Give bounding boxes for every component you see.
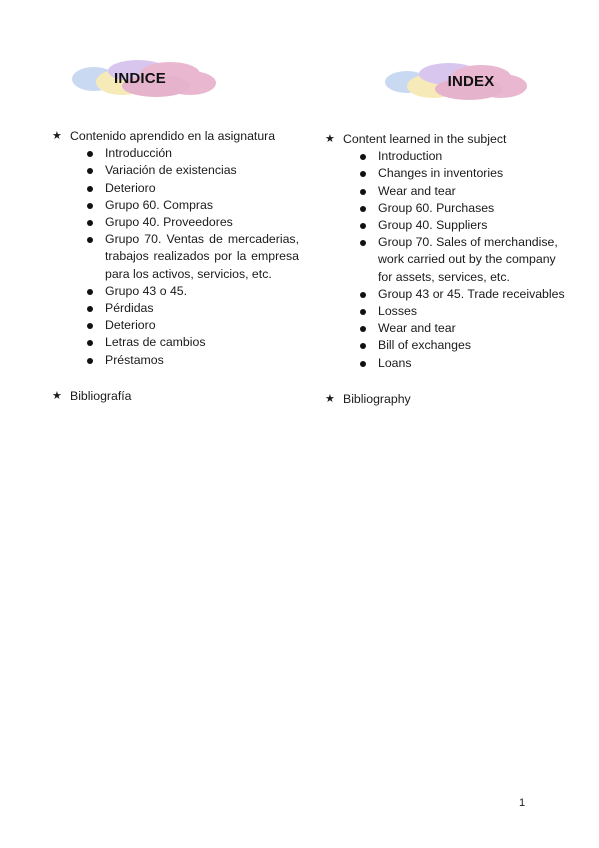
bullet-icon [360, 171, 366, 177]
topic-list [325, 148, 572, 372]
list-item: Préstamos [52, 352, 299, 369]
page-number: 1 [519, 797, 526, 809]
title-cloud-right [383, 61, 529, 102]
bullet-icon [360, 309, 366, 315]
list-item: Changes in inventories [325, 165, 572, 182]
bullet-icon [87, 168, 93, 174]
bullet-icon [87, 151, 93, 157]
topic-list [52, 145, 299, 369]
bullet-icon [360, 240, 366, 246]
bullet-icon [360, 361, 366, 367]
list-item: Deterioro [52, 180, 299, 197]
bullet-icon [360, 343, 366, 349]
bullet-icon [87, 220, 93, 226]
bullet-icon [87, 289, 93, 295]
index-list-es [52, 128, 299, 405]
list-item: Group 70. Sales of merchandise, work carried out by the company for assets, services, etc. [325, 234, 572, 286]
bullet-icon [360, 223, 366, 229]
index-list-en [325, 131, 572, 408]
list-item: Wear and tear [325, 320, 572, 337]
list-item: Bill of exchanges [325, 337, 572, 354]
list-item: Grupo 60. Compras [52, 197, 299, 214]
index-title-en: INDEX [447, 73, 495, 90]
section-heading-bibliography [52, 388, 299, 405]
list-item: Grupo 43 o 45. [52, 283, 299, 300]
list-item: Letras de cambios [52, 334, 299, 351]
bullet-icon [87, 306, 93, 312]
section-heading-content [325, 131, 572, 148]
list-item: Introduction [325, 148, 572, 165]
bullet-icon [360, 292, 366, 298]
index-title-es: INDICE [113, 69, 167, 87]
list-item: Introducción [52, 145, 299, 162]
list-item: Deterioro [52, 317, 299, 334]
bullet-icon [360, 326, 366, 332]
bullet-icon [360, 154, 366, 160]
list-item: Group 60. Purchases [325, 200, 572, 217]
list-item: Variación de existencias [52, 162, 299, 179]
list-item: Wear and tear [325, 183, 572, 200]
bullet-icon [87, 203, 93, 209]
section-label: Bibliography [343, 391, 411, 406]
bullet-icon [87, 323, 93, 329]
star-bullet-icon: ★ [325, 133, 335, 145]
title-cloud-left [70, 57, 218, 99]
star-bullet-icon: ★ [325, 392, 335, 405]
list-item: Losses [325, 303, 572, 320]
star-bullet-icon: ★ [52, 389, 62, 402]
star-bullet-icon: ★ [52, 130, 62, 142]
list-item: Loans [325, 355, 572, 372]
list-item: Pérdidas [52, 300, 299, 317]
list-item: Group 40. Suppliers [325, 217, 572, 234]
bullet-icon [87, 237, 93, 243]
section-label: Content learned in the subject [343, 132, 507, 146]
section-heading-content [52, 128, 299, 145]
bullet-icon [87, 340, 93, 346]
bullet-icon [87, 358, 93, 364]
list-item: Group 43 or 45. Trade receivables [325, 286, 572, 303]
list-item: Grupo 70. Ventas de mercaderias, trabajos realizados por la empresa para los activos, servicios, etc. [52, 231, 299, 283]
section-label: Contenido aprendido en la asignatura [70, 129, 276, 143]
list-item: Grupo 40. Proveedores [52, 214, 299, 231]
bullet-icon [360, 189, 366, 195]
section-label: Bibliografía [70, 388, 132, 403]
bullet-icon [360, 206, 366, 212]
section-heading-bibliography [325, 391, 572, 408]
bullet-icon [87, 186, 93, 192]
